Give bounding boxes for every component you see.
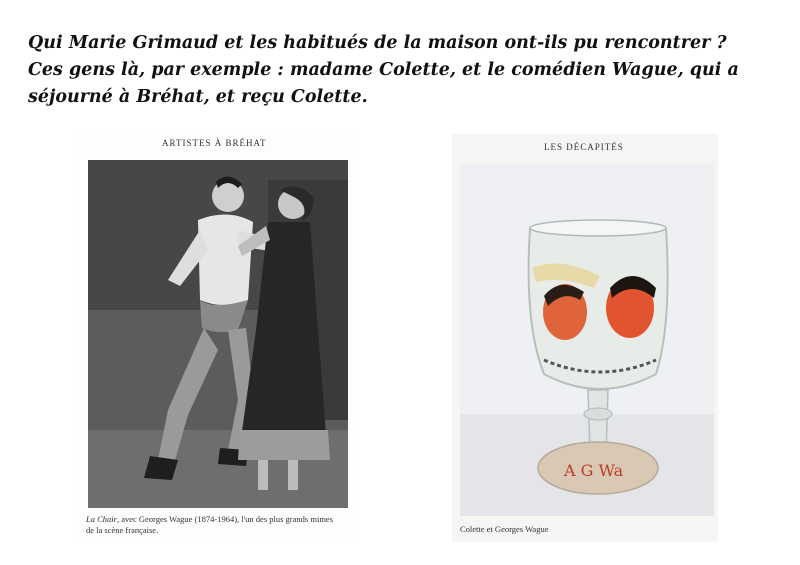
- painted-glass-photo: [460, 164, 714, 516]
- left-page-heading: ARTISTES À BRÉHAT: [162, 138, 267, 148]
- intro-line-1: Qui Marie Grimaud et les habitués de la maison ont-ils pu rencontrer ?: [28, 33, 727, 53]
- left-book-page: [78, 130, 358, 542]
- intro-line-2: Ces gens là, par exemple : madame Colette, et le comédien Wague, qui a: [28, 60, 739, 80]
- glass-inscription: A G Wa: [564, 461, 624, 480]
- right-book-page: [452, 134, 718, 542]
- right-page-caption: Colette et Georges Wague: [460, 524, 549, 534]
- glass-illustration: [460, 164, 714, 516]
- intro-line-3: séjourné à Bréhat, et reçu Colette.: [28, 87, 368, 107]
- dancers-illustration: [88, 160, 348, 508]
- left-page-caption: [86, 514, 354, 536]
- dancers-photo: [88, 160, 348, 508]
- intro-text: [28, 30, 778, 111]
- caption-text-line-2: de la scène française.: [86, 525, 159, 535]
- caption-title: La Chair: [86, 514, 117, 524]
- caption-text: , avec Georges Wague (1874-1964), l'un des plus grands mimes: [116, 514, 334, 524]
- right-page-heading: LES DÉCAPITÉS: [544, 142, 624, 152]
